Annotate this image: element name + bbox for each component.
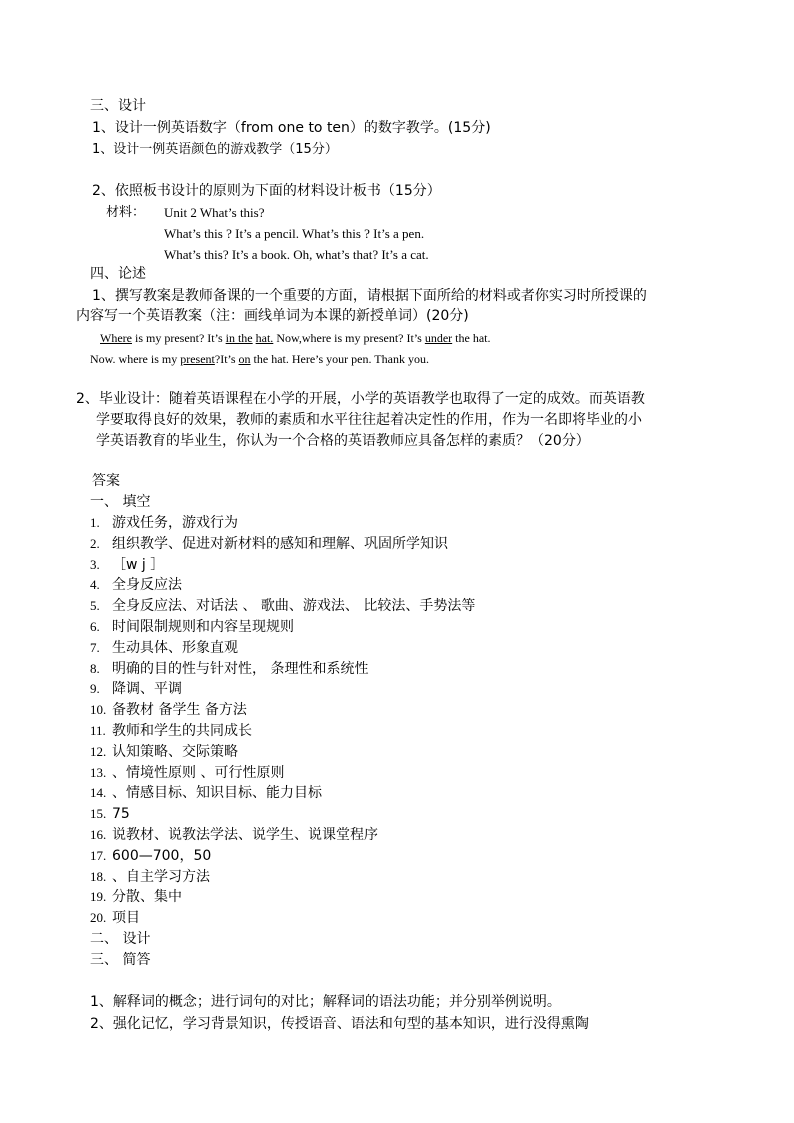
answer-number: 13. (90, 764, 107, 780)
answer-number: 4. (90, 577, 100, 593)
material-line-3: What’s this? It’s a book. Oh, what’s that? It’s a cat. (164, 247, 429, 262)
answer-item (90, 784, 322, 802)
material-line-1: Unit 2 What’s this? (164, 205, 265, 220)
answer-number: 18. (90, 868, 107, 884)
sample-text: ?It’s (214, 352, 239, 366)
answer-item (90, 888, 182, 906)
short-answer-2: 2、强化记忆，学习背景知识，传授语音、语法和句型的基本知识，进行没得熏陶 (90, 1016, 589, 1032)
answer-text: 、情境性原则 、可行性原则 (112, 764, 285, 781)
answer-number: 16. (90, 827, 107, 842)
new-word: present (180, 352, 215, 366)
answer-number: 8. (90, 660, 100, 676)
short-answer-1: 1、解释词的概念；进行词句的对比；解释词的语法功能；并分别举例说明。 (90, 994, 561, 1010)
answer-text: 降调、平调 (112, 681, 182, 698)
question-3-2: 2、依照板书设计的原则为下面的材料设计板书（15分） (92, 183, 441, 199)
question-4-1-line-1: 1、撰写教案是教师备课的一个重要的方面，请根据下面所给的材料或者你实习时所授课的 (92, 288, 647, 304)
question-4-2-line-2: 学要取得良好的效果，教师的素质和水平往往起着决定性的作用，作为一名即将毕业的小 (96, 412, 642, 428)
answer-text: 全身反应法 (112, 577, 182, 594)
answer-item (90, 701, 247, 719)
answer-text: 项目 (112, 910, 140, 927)
answer-text: 分散、集中 (112, 889, 182, 906)
answer-item (90, 909, 140, 927)
sample-text: Now. where is my (90, 352, 181, 366)
answer-number: 7. (90, 639, 100, 655)
section-4-heading: 四、论述 (90, 266, 146, 282)
answer-number: 20. (90, 910, 107, 926)
answer-item (90, 680, 182, 698)
new-word: on (238, 352, 251, 366)
answer-text: 全身反应法、对话法 、 歌曲、游戏法、 比较法、手势法等 (112, 598, 476, 615)
material-line-2: What’s this ? It’s a pencil. What’s this ? It’s a pen. (164, 226, 425, 241)
answer-number: 15. (90, 806, 107, 822)
question-4-1-line-2: 内容写一个英语教案（注：画线单词为本课的新授单词）(20分) (76, 308, 469, 324)
answer-item (90, 660, 368, 678)
answer-text: 教师和学生的共同成长 (112, 723, 252, 739)
answer-text: 备教材 备学生 备方法 (112, 702, 247, 719)
answer-number: 10. (90, 702, 107, 718)
new-word: in the (225, 331, 253, 345)
question-3-1b: 1、设计一例英语颜色的游戏教学（15分） (92, 142, 338, 157)
answer-number: 11. (90, 723, 106, 738)
question-3-1: 1、设计一例英语数字（from one to ten）的数字教学。(15分) (92, 120, 491, 136)
new-word: under (424, 331, 453, 345)
answer-item (90, 597, 475, 615)
answer-text: 、自主学习方法 (112, 868, 210, 885)
answer-number: 3. (90, 556, 100, 572)
answer-text: 明确的目的性与针对性， 条理性和系统性 (112, 660, 369, 677)
answer-text: 、情感目标、知识目标、能力目标 (112, 785, 322, 802)
answer-number: 14. (90, 785, 107, 801)
sample-text-line-1 (100, 329, 491, 347)
answer-item (90, 514, 238, 532)
answer-item (90, 576, 182, 594)
sample-text: is my present? It’s (131, 331, 226, 345)
answer-item (90, 826, 378, 844)
question-4-2-line-3: 学英语教育的毕业生，你认为一个合格的英语教师应具备怎样的素质？（20分） (96, 433, 590, 449)
answer-number: 6. (90, 619, 100, 634)
answer-item (90, 847, 211, 865)
answer-item (90, 639, 238, 657)
answer-item (90, 868, 210, 886)
answer-number: 1. (90, 515, 100, 530)
answer-text: 游戏任务，游戏行为 (112, 515, 238, 531)
answer-number: 17. (90, 847, 107, 863)
answer-item (90, 764, 284, 782)
answer-text: 时间限制规则和内容呈现规则 (112, 619, 294, 635)
answer-text: 认知策略、交际策略 (112, 743, 238, 760)
answer-text: 75 (112, 806, 130, 823)
answer-item (90, 805, 130, 823)
section-3-heading: 三、设计 (90, 98, 146, 114)
new-word: hat. (255, 331, 274, 345)
sample-text: the hat. Here’s your pen. Thank you. (250, 352, 429, 366)
sample-text: the hat. (452, 331, 491, 345)
answer-text: 组织教学、促进对新材料的感知和理解、巩固所学知识 (112, 535, 448, 552)
sample-text: Now,where is my present? It’s (273, 331, 425, 345)
answer-number: 5. (90, 598, 100, 614)
answer-item (90, 618, 294, 636)
answer-text: 生动具体、形象直观 (112, 639, 238, 656)
answer-text: ［w j ］ (112, 556, 165, 573)
answers-part-3: 三、 简答 (90, 952, 151, 968)
question-4-2-line-1: 2、毕业设计：随着英语课程在小学的开展，小学的英语教学也取得了一定的成效。而英语教 (76, 391, 645, 407)
answer-number: 12. (90, 743, 107, 759)
answer-item (90, 556, 164, 574)
answer-text: 说教材、说教法学法、说学生、说课堂程序 (112, 827, 378, 843)
material-label: 材料： (106, 205, 146, 220)
answer-number: 9. (90, 681, 100, 697)
answer-number: 19. (90, 889, 107, 905)
sample-text-line-2 (90, 350, 429, 368)
answer-item (90, 743, 238, 761)
answers-part-2: 二、 设计 (90, 931, 151, 947)
answer-item (90, 535, 448, 553)
answer-number: 2. (90, 535, 100, 551)
answer-text: 600—700，50 (112, 847, 212, 864)
new-word: Where (100, 331, 132, 345)
answer-item (90, 722, 252, 740)
answers-part-1: 一、 填空 (90, 494, 151, 510)
answers-title: 答案 (92, 473, 120, 489)
